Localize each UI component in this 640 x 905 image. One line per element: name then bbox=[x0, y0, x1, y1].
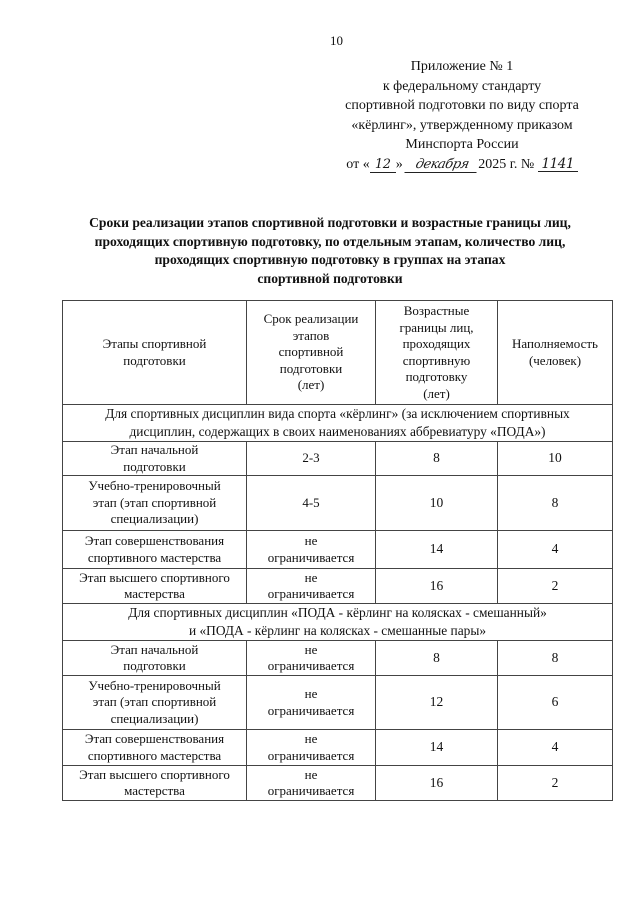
cell-text-line: ограничивается bbox=[267, 702, 355, 718]
cell-text-line: не bbox=[304, 533, 318, 548]
duration-cell bbox=[247, 641, 376, 676]
cell-text-line: подготовки bbox=[279, 360, 343, 376]
age-cell: 14 bbox=[376, 730, 498, 766]
cell-text-line: Наполняемость bbox=[512, 336, 598, 351]
cell-text-line: Для спортивных дисциплин вида спорта «кёрлинг» (за исключением спортивных bbox=[105, 406, 570, 421]
order-day-handwritten: 12 bbox=[370, 158, 396, 173]
cell-text-line: ограничивается bbox=[267, 658, 355, 673]
cell-text-line: подготовки bbox=[123, 458, 186, 474]
appendix-block bbox=[330, 57, 594, 174]
cell-text-line: не bbox=[304, 766, 318, 782]
header-duration bbox=[247, 301, 376, 405]
cell-text-line: Срок реализации bbox=[263, 311, 359, 327]
cell-text-line: Для спортивных дисциплин «ПОДА - кёрлинг на колясках - смешанный» bbox=[128, 605, 547, 620]
capacity-cell: 4 bbox=[498, 531, 613, 569]
stage-cell bbox=[63, 569, 247, 604]
stage-cell bbox=[63, 641, 247, 676]
order-quote-close: » bbox=[395, 156, 403, 172]
cell-text-line: 2-3 bbox=[302, 450, 320, 466]
cell-text-line: спортивного мастерства bbox=[87, 549, 222, 565]
cell-text-line: не bbox=[304, 641, 318, 657]
duration-cell bbox=[247, 676, 376, 730]
stage-cell bbox=[63, 766, 247, 801]
cell-text-line: (лет) bbox=[423, 385, 450, 401]
cell-text-line: Возрастные bbox=[403, 303, 470, 318]
table-row bbox=[63, 442, 613, 476]
table-row bbox=[63, 730, 613, 766]
table-header-row bbox=[63, 301, 613, 405]
capacity-cell: 8 bbox=[498, 641, 613, 676]
cell-text-line: границы лиц, bbox=[399, 319, 474, 335]
cell-text-line: этапов bbox=[292, 327, 330, 343]
cell-text-line: спортивной bbox=[278, 344, 344, 360]
cell-text-line: специализации) bbox=[110, 511, 199, 527]
cell-text-line: подготовки bbox=[123, 658, 186, 673]
order-year: 2025 г. № bbox=[478, 156, 535, 172]
title-line: проходящих спортивную подготовку, по отдельным этапам, количество лиц, bbox=[94, 233, 566, 249]
cell-text-line: подготовки bbox=[123, 352, 186, 368]
cell-text-line: (лет) bbox=[297, 377, 325, 393]
section-title bbox=[63, 405, 613, 442]
cell-text-line: специализации) bbox=[110, 710, 199, 726]
cell-text-line: ограничивается bbox=[267, 549, 355, 565]
appendix-line: Приложение № 1 bbox=[410, 59, 514, 74]
cell-text-line: мастерства bbox=[124, 586, 185, 601]
table-row bbox=[63, 531, 613, 569]
cell-text-line: мастерства bbox=[124, 783, 185, 798]
age-cell: 14 bbox=[376, 531, 498, 569]
capacity-cell: 6 bbox=[498, 676, 613, 730]
cell-text-line: Этап начальной bbox=[110, 641, 199, 657]
cell-text-line: спортивного мастерства bbox=[87, 747, 222, 763]
page-number: 10 bbox=[330, 33, 343, 48]
cell-text-line: дисциплин, содержащих в своих наименованиях аббревиатуру «ПОДА») bbox=[129, 424, 546, 439]
cell-text-line: Учебно-тренировочный bbox=[88, 478, 221, 494]
cell-text-line: Учебно-тренировочный bbox=[88, 677, 221, 693]
appendix-line: к федеральному стандарту bbox=[382, 78, 542, 94]
cell-text-line: и «ПОДА - кёрлинг на колясках - смешанные пары» bbox=[188, 623, 487, 638]
stage-cell bbox=[63, 531, 247, 569]
section-header-row bbox=[63, 405, 613, 442]
age-cell: 16 bbox=[376, 766, 498, 801]
cell-text-line: ограничивается bbox=[267, 586, 355, 601]
order-number-handwritten: 1141 bbox=[538, 157, 578, 172]
cell-text-line: ограничивается bbox=[267, 747, 355, 763]
cell-text-line: этап (этап спортивной bbox=[92, 494, 217, 510]
header-stage bbox=[63, 301, 247, 405]
table-body bbox=[63, 301, 613, 801]
duration-cell bbox=[247, 569, 376, 604]
order-reference bbox=[330, 155, 594, 175]
title-line: Сроки реализации этапов спортивной подготовки и возрастные границы лиц, bbox=[89, 215, 571, 230]
cell-text-line: подготовку bbox=[405, 369, 468, 384]
age-cell: 8 bbox=[376, 442, 498, 476]
cell-text-line: проходящих bbox=[402, 336, 471, 351]
cell-text-line: не bbox=[304, 569, 318, 585]
appendix-line: Минспорта России bbox=[405, 137, 519, 152]
table-row bbox=[63, 476, 613, 531]
cell-text-line: спортивную bbox=[402, 352, 471, 368]
age-cell: 16 bbox=[376, 569, 498, 604]
cell-text-line: Этапы спортивной bbox=[102, 336, 207, 351]
age-cell: 8 bbox=[376, 641, 498, 676]
table-row bbox=[63, 766, 613, 801]
cell-text-line: Этап совершенствования bbox=[84, 731, 225, 746]
section-header-row bbox=[63, 604, 613, 641]
order-month-handwritten: декабря bbox=[405, 158, 480, 173]
age-cell: 12 bbox=[376, 676, 498, 730]
title-line: спортивной подготовки bbox=[257, 270, 403, 286]
document-title bbox=[40, 214, 620, 288]
header-age bbox=[376, 301, 498, 405]
cell-text-line: не bbox=[304, 731, 318, 746]
appendix-line: «кёрлинг», утвержденному приказом bbox=[351, 117, 573, 133]
header-capacity bbox=[498, 301, 613, 405]
capacity-cell: 8 bbox=[498, 476, 613, 531]
table-row bbox=[63, 641, 613, 676]
capacity-cell: 10 bbox=[498, 442, 613, 476]
age-cell: 10 bbox=[376, 476, 498, 531]
section-title bbox=[63, 604, 613, 641]
stage-cell bbox=[63, 442, 247, 476]
sports-training-stages-table bbox=[62, 300, 613, 801]
duration-cell bbox=[247, 531, 376, 569]
table-row bbox=[63, 676, 613, 730]
capacity-cell: 4 bbox=[498, 730, 613, 766]
cell-text-line: Этап высшего спортивного bbox=[79, 569, 230, 585]
duration-cell bbox=[247, 442, 376, 476]
stage-cell bbox=[63, 476, 247, 531]
capacity-cell: 2 bbox=[498, 569, 613, 604]
duration-cell bbox=[247, 476, 376, 531]
table-row bbox=[63, 569, 613, 604]
cell-text-line: ограничивается bbox=[267, 783, 355, 798]
stage-cell bbox=[63, 730, 247, 766]
stage-cell bbox=[63, 676, 247, 730]
cell-text-line: не bbox=[304, 686, 318, 701]
title-line: проходящих спортивную подготовку в группах на этапах bbox=[154, 252, 506, 267]
cell-text-line: Этап начальной bbox=[110, 442, 199, 457]
appendix-line: спортивной подготовки по виду спорта bbox=[345, 98, 579, 113]
cell-text-line: Этап высшего спортивного bbox=[79, 766, 230, 782]
cell-text-line: (человек) bbox=[528, 352, 582, 368]
cell-text-line: этап (этап спортивной bbox=[92, 694, 217, 710]
cell-text-line: Этап совершенствования bbox=[84, 533, 225, 548]
order-prefix: от « bbox=[346, 156, 370, 172]
cell-text-line: 4-5 bbox=[302, 494, 320, 510]
duration-cell bbox=[247, 766, 376, 801]
duration-cell bbox=[247, 730, 376, 766]
capacity-cell: 2 bbox=[498, 766, 613, 801]
